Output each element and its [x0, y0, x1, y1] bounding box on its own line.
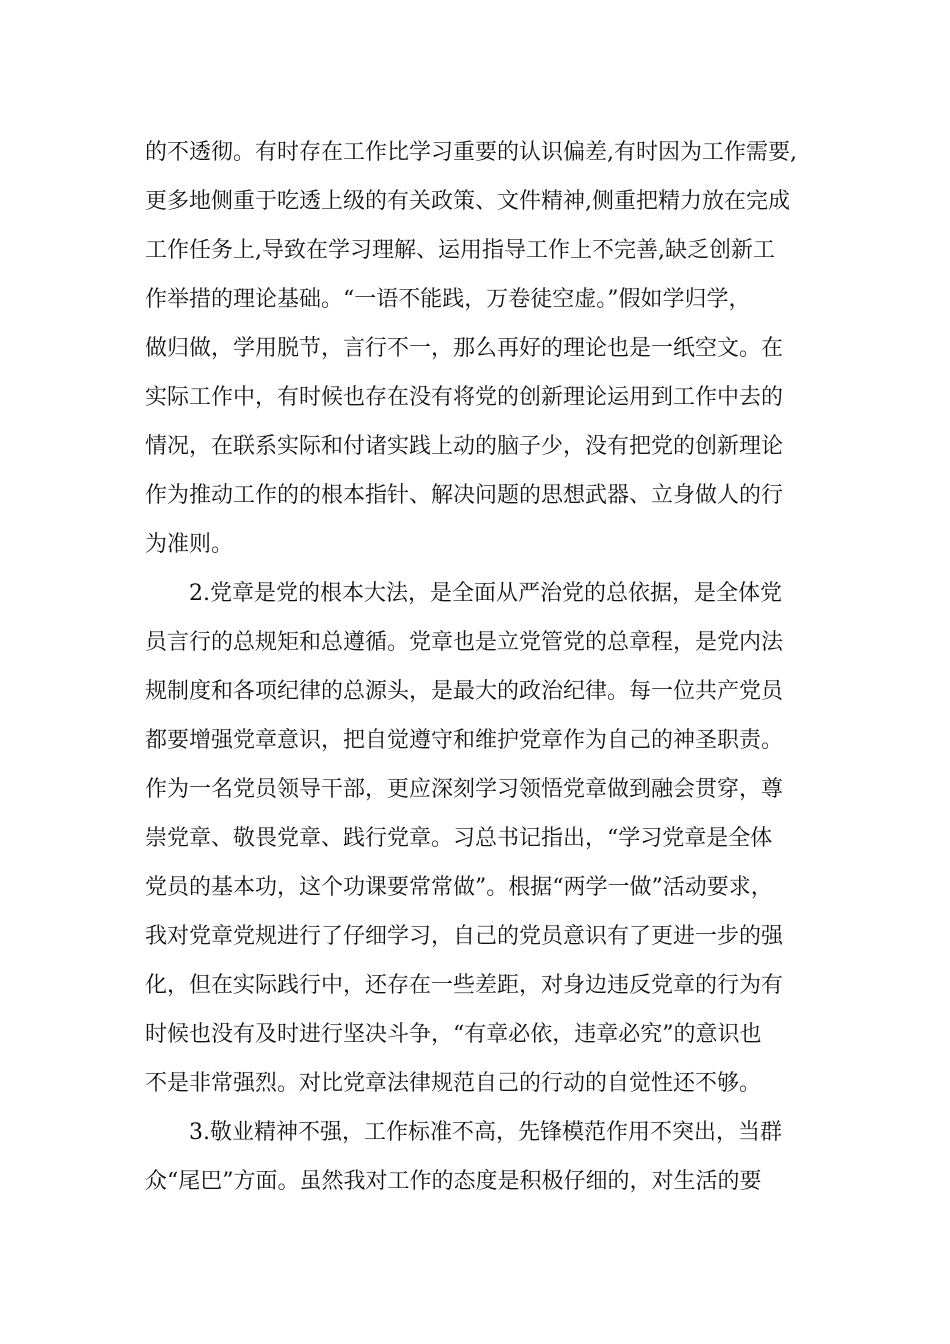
- text-line: 的不透彻。有时存在工作比学习重要的认识偏差,有时因为工作需要,: [145, 140, 797, 165]
- text-line: 实际工作中，有时候也存在没有将党的创新理论运用到工作中去的: [145, 385, 784, 410]
- text-line: 更多地侧重于吃透上级的有关政策、文件精神,侧重把精力放在完成: [145, 189, 790, 214]
- text-line: 众“尾巴”方面。虽然我对工作的态度是积极仔细的，对生活的要: [145, 1169, 762, 1194]
- text-line: 工作任务上,导致在学习理解、运用指导工作上不完善,缺乏创新工: [145, 238, 775, 263]
- text-line: 崇党章、敬畏党章、践行党章。习总书记指出，“学习党章是全体: [145, 826, 773, 851]
- text-line: 作为一名党员领导干部，更应深刻学习领悟党章做到融会贯穿，尊: [145, 777, 784, 802]
- paragraph-start-line: 2.党章是党的根本大法，是全面从严治党的总依据，是全体党: [189, 581, 782, 606]
- text-line: 化，但在实际践行中，还存在一些差距，对身边违反党章的行为有: [145, 973, 784, 998]
- paragraph-start-line: 3.敬业精神不强，工作标准不高，先锋模范作用不突出，当群: [189, 1120, 782, 1145]
- text-line: 不是非常强烈。对比党章法律规范自己的行动的自觉性还不够。: [145, 1071, 762, 1096]
- text-line: 作举措的理论基础。“一语不能践，万卷徒空虚。”假如学归学，: [145, 287, 751, 312]
- text-line: 都要增强党章意识，把自觉遵守和维护党章作为自己的神圣职责。: [145, 728, 784, 753]
- document-body: [145, 128, 825, 1206]
- text-line: 为准则。: [145, 532, 234, 557]
- text-line: 规制度和各项纪律的总源头，是最大的政治纪律。每一位共产党员: [145, 679, 784, 704]
- text-line: 时候也没有及时进行坚决斗争，“有章必依，违章必究”的意识也: [145, 1022, 762, 1047]
- text-line: 党员的基本功，这个功课要常常做”。根据“两学一做”活动要求，: [145, 875, 773, 900]
- text-line: 我对党章党规进行了仔细学习，自己的党员意识有了更进一步的强: [145, 924, 784, 949]
- text-line: 作为推动工作的的根本指针、解决问题的思想武器、立身做人的行: [145, 483, 784, 508]
- text-line: 情况，在联系实际和付诸实践上动的脑子少，没有把党的创新理论: [145, 434, 784, 459]
- text-line: 做归做，学用脱节，言行不一，那么再好的理论也是一纸空文。在: [145, 336, 784, 361]
- text-line: 员言行的总规矩和总遵循。党章也是立党管党的总章程，是党内法: [145, 630, 784, 655]
